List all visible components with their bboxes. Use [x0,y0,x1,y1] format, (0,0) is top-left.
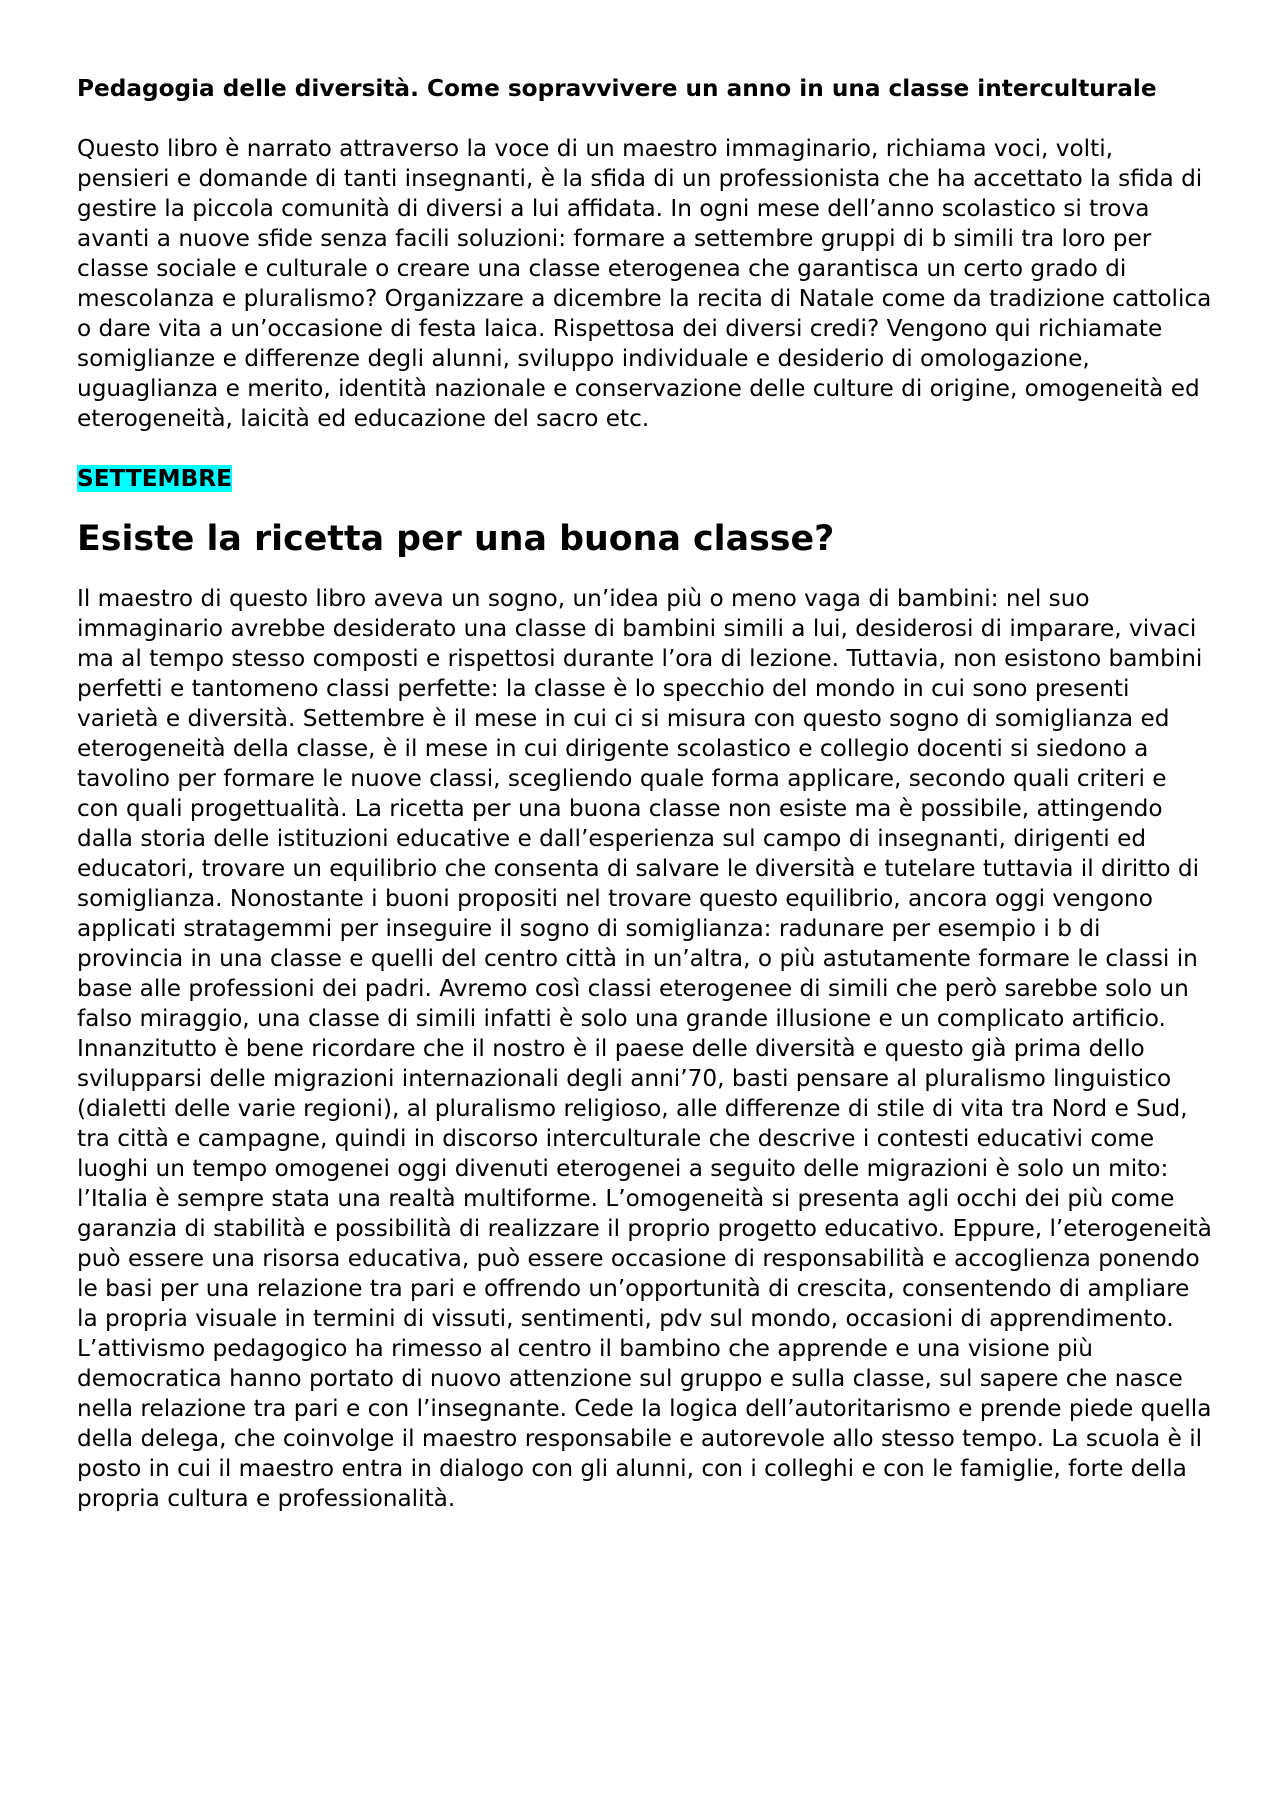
document-title: Pedagogia delle diversità. Come sopravvivere un anno in una classe interculturale [77,75,1157,102]
month-heading [77,464,1212,494]
month-label-highlighted: SETTEMBRE [77,465,232,492]
intro-paragraph: Questo libro è narrato attraverso la voce di un maestro immaginario, richiama voci, volti, pensieri e domande di tanti insegnanti, è la sfida di un professionista che ha accettato la sfida di gestire la piccola comunità di diversi a lui affidata. In ogni mese dell’anno scolastico si trova avanti a nuove sfide senza facili soluzioni: formare a settembre gruppi di b simili tra loro per classe sociale e culturale o creare una classe eterogenea che garantisca un certo grado di mescolanza e pluralismo? Organizzare a dicembre la recita di Natale come da tradizione cattolica o dare vita a un’occasione di festa laica. Rispettosa dei diversi credi? Vengono qui richiamate somiglianze e differenze degli alunni, sviluppo individuale e desiderio di omologazione, uguaglianza e merito, identità nazionale e conservazione delle culture di origine, omogeneità ed eterogeneità, laicità ed educazione del sacro etc. [77,135,1212,432]
section-heading: Esiste la ricetta per una buona classe? [77,519,835,559]
body-paragraph: Il maestro di questo libro aveva un sogno, un’idea più o meno vaga di bambini: nel suo immaginario avrebbe desiderato una classe di bambini simili a lui, desiderosi di imparare, vivaci ma al tempo stesso composti e rispettosi durante l’ora di lezione. Tuttavia, non esistono bambini perfetti e tantomeno classi perfette: la classe è lo specchio del mondo in cui sono presenti varietà e diversità. Settembre è il mese in cui ci si misura con questo sogno di somiglianza ed eterogeneità della classe, è il mese in cui dirigente scolastico e collegio docenti si siedono a tavolino per formare le nuove classi, scegliendo quale forma applicare, secondo quali criteri e con quali progettualità. La ricetta per una buona classe non esiste ma è possibile, attingendo dalla storia delle istituzioni educative e dall’esperienza sul campo di insegnanti, dirigenti ed educatori, trovare un equilibrio che consenta di salvare le diversità e tutelare tuttavia il diritto di somiglianza. Nonostante i buoni propositi nel trovare questo equilibrio, ancora oggi vengono applicati stratagemmi per inseguire il sogno di somiglianza: radunare per esempio i b di provincia in una classe e quelli del centro città in un’altra, o più astutamente formare le classi in base alle professioni dei padri. Avremo così classi eterogenee di simili che però sarebbe solo un falso miraggio, una classe di simili infatti è solo una grande illusione e un complicato artificio. Innanzitutto è bene ricordare che il nostro è il paese delle diversità e questo già prima dello svilupparsi delle migrazioni internazionali degli anni’70, basti pensare al pluralismo linguistico (dialetti delle varie regioni), al pluralismo religioso, alle differenze di stile di vita tra Nord e Sud, tra città e campagne, quindi in discorso interculturale che descrive i contesti educativi come luoghi un tempo omogenei oggi divenuti eterogenei a seguito delle migrazioni è solo un mito: l’Italia è sempre stata una realtà multiforme. L’omogeneità si presenta agli occhi dei più come garanzia di stabilità e possibilità di realizzare il proprio progetto educativo. Eppure, l’eterogeneità può essere una risorsa educativa, può essere occasione di responsabilità e accoglienza ponendo le basi per una relazione tra pari e offrendo un’opportunità di crescita, consentendo di ampliare la propria visuale in termini di vissuti, sentimenti, pdv sul mondo, occasioni di apprendimento. L’attivismo pedagogico ha rimesso al centro il bambino che apprende e una visione più democratica hanno portato di nuovo attenzione sul gruppo e sulla classe, sul sapere che nasce nella relazione tra pari e con l’insegnante. Cede la logica dell’autoritarismo e prende piede quella della delega, che coinvolge il maestro responsabile e autorevole allo stesso tempo. La scuola è il posto in cui il maestro entra in dialogo con gli alunni, con i colleghi e con le famiglie, forte della propria cultura e professionalità. [77,585,1212,1512]
document-page [77,74,1212,1514]
